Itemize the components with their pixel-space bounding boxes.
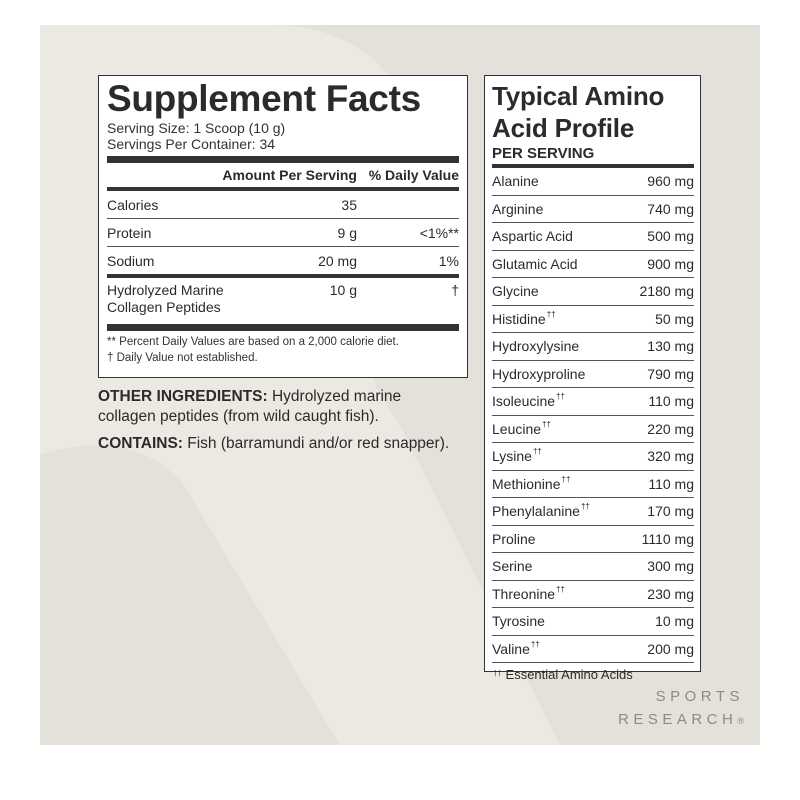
serving-size: Serving Size: 1 Scoop (10 g)	[107, 120, 286, 136]
amino-amount: 220 mg	[647, 420, 694, 437]
amino-amount: 790 mg	[647, 365, 694, 382]
contains-allergens: CONTAINS: Fish (barramundi and/or red snapper).	[98, 435, 450, 452]
amino-row-valine	[492, 636, 694, 663]
amino-row-glutamic acid	[492, 251, 694, 279]
amino-amount: 50 mg	[655, 310, 694, 327]
header-amount: Amount Per Serving	[222, 167, 357, 183]
amino-acid-profile-panel	[484, 75, 701, 682]
amino-row-aspartic acid	[492, 223, 694, 251]
amino-row-lysine	[492, 443, 694, 471]
amino-row-tyrosine	[492, 608, 694, 636]
amino-name: Phenylalanine††	[492, 502, 590, 520]
amino-name: Serine	[492, 558, 533, 575]
amino-row-hydroxylysine	[492, 333, 694, 361]
facts-row-calories: Calories 35	[107, 196, 357, 213]
amino-name: Aspartic Acid	[492, 228, 573, 245]
amino-name: Histidine††	[492, 309, 556, 327]
amino-row-serine	[492, 553, 694, 581]
amino-row-methionine	[492, 471, 694, 499]
supplement-facts-panel	[98, 75, 468, 378]
divider-thick	[107, 156, 459, 163]
amino-name: Valine††	[492, 639, 540, 657]
footnote-dagger: † Daily Value not established.	[107, 352, 258, 364]
amino-name: Leucine††	[492, 419, 551, 437]
amino-amount: 130 mg	[647, 338, 694, 355]
amino-amount: 230 mg	[647, 585, 694, 602]
background-panel	[40, 25, 760, 745]
facts-row-sodium: Sodium 20 mg 1%	[107, 252, 459, 269]
servings-per-container: Servings Per Container: 34	[107, 136, 276, 152]
amino-row-glycine	[492, 278, 694, 306]
amino-amount: 2180 mg	[639, 283, 694, 300]
amino-footnote: †† Essential Amino Acids	[493, 667, 633, 682]
amino-name: Hydroxyproline	[492, 365, 586, 382]
amino-amount: 200 mg	[647, 640, 694, 657]
amino-row-alanine	[492, 168, 694, 196]
header-daily-value: % Daily Value	[368, 167, 459, 183]
amino-row-leucine	[492, 416, 694, 444]
amino-row-arginine	[492, 196, 694, 224]
amino-row-hydroxyproline	[492, 361, 694, 389]
amino-amount: 960 mg	[647, 173, 694, 190]
amino-amount: 110 mg	[648, 475, 694, 492]
other-ingredients: OTHER INGREDIENTS: Hydrolyzed marine collagen peptides (from wild caught fish).	[98, 388, 402, 425]
amino-amount: 900 mg	[647, 255, 694, 272]
amino-row-threonine	[492, 581, 694, 609]
divider-thick	[107, 324, 459, 331]
amino-profile-subtitle: PER SERVING	[492, 145, 595, 162]
amino-name: Isoleucine††	[492, 392, 565, 410]
amino-name: Arginine	[492, 200, 544, 217]
sports-research-logo: SPORTS RESEARCH®	[618, 688, 744, 728]
amino-amount: 740 mg	[647, 200, 694, 217]
amino-name: Tyrosine	[492, 613, 545, 630]
amino-name: Lysine††	[492, 447, 542, 465]
amino-amount: 1110 mg	[641, 530, 694, 547]
amino-row-histidine	[492, 306, 694, 334]
footnote-daily-values: ** Percent Daily Values are based on a 2,000 calorie diet.	[107, 336, 399, 348]
supplement-facts-title: Supplement Facts	[107, 78, 421, 119]
amino-name: Hydroxylysine	[492, 338, 580, 355]
amino-amount: 170 mg	[647, 503, 694, 520]
amino-name: Proline	[492, 530, 536, 547]
amino-amount: 110 mg	[648, 393, 694, 410]
ingredients-text	[98, 387, 458, 461]
amino-amount: 320 mg	[647, 448, 694, 465]
amino-row-phenylalanine	[492, 498, 694, 526]
amino-name: Alanine	[492, 173, 539, 190]
amino-row-isoleucine	[492, 388, 694, 416]
amino-name: Glutamic Acid	[492, 255, 578, 272]
amino-name: Threonine††	[492, 584, 565, 602]
facts-row-collagen: Hydrolyzed Marine Collagen Peptides 10 g †	[107, 282, 459, 315]
amino-amount: 300 mg	[647, 558, 694, 575]
facts-row-protein: Protein 9 g <1%**	[107, 224, 459, 241]
amino-name: Methionine††	[492, 474, 571, 492]
facts-header-row	[107, 163, 459, 187]
amino-name: Glycine	[492, 283, 539, 300]
amino-acid-list	[492, 168, 694, 662]
amino-amount: 500 mg	[647, 228, 694, 245]
amino-row-proline	[492, 526, 694, 554]
amino-amount: 10 mg	[655, 613, 694, 630]
facts-footnotes	[107, 331, 459, 366]
amino-profile-title: Typical Amino Acid Profile	[492, 81, 665, 143]
